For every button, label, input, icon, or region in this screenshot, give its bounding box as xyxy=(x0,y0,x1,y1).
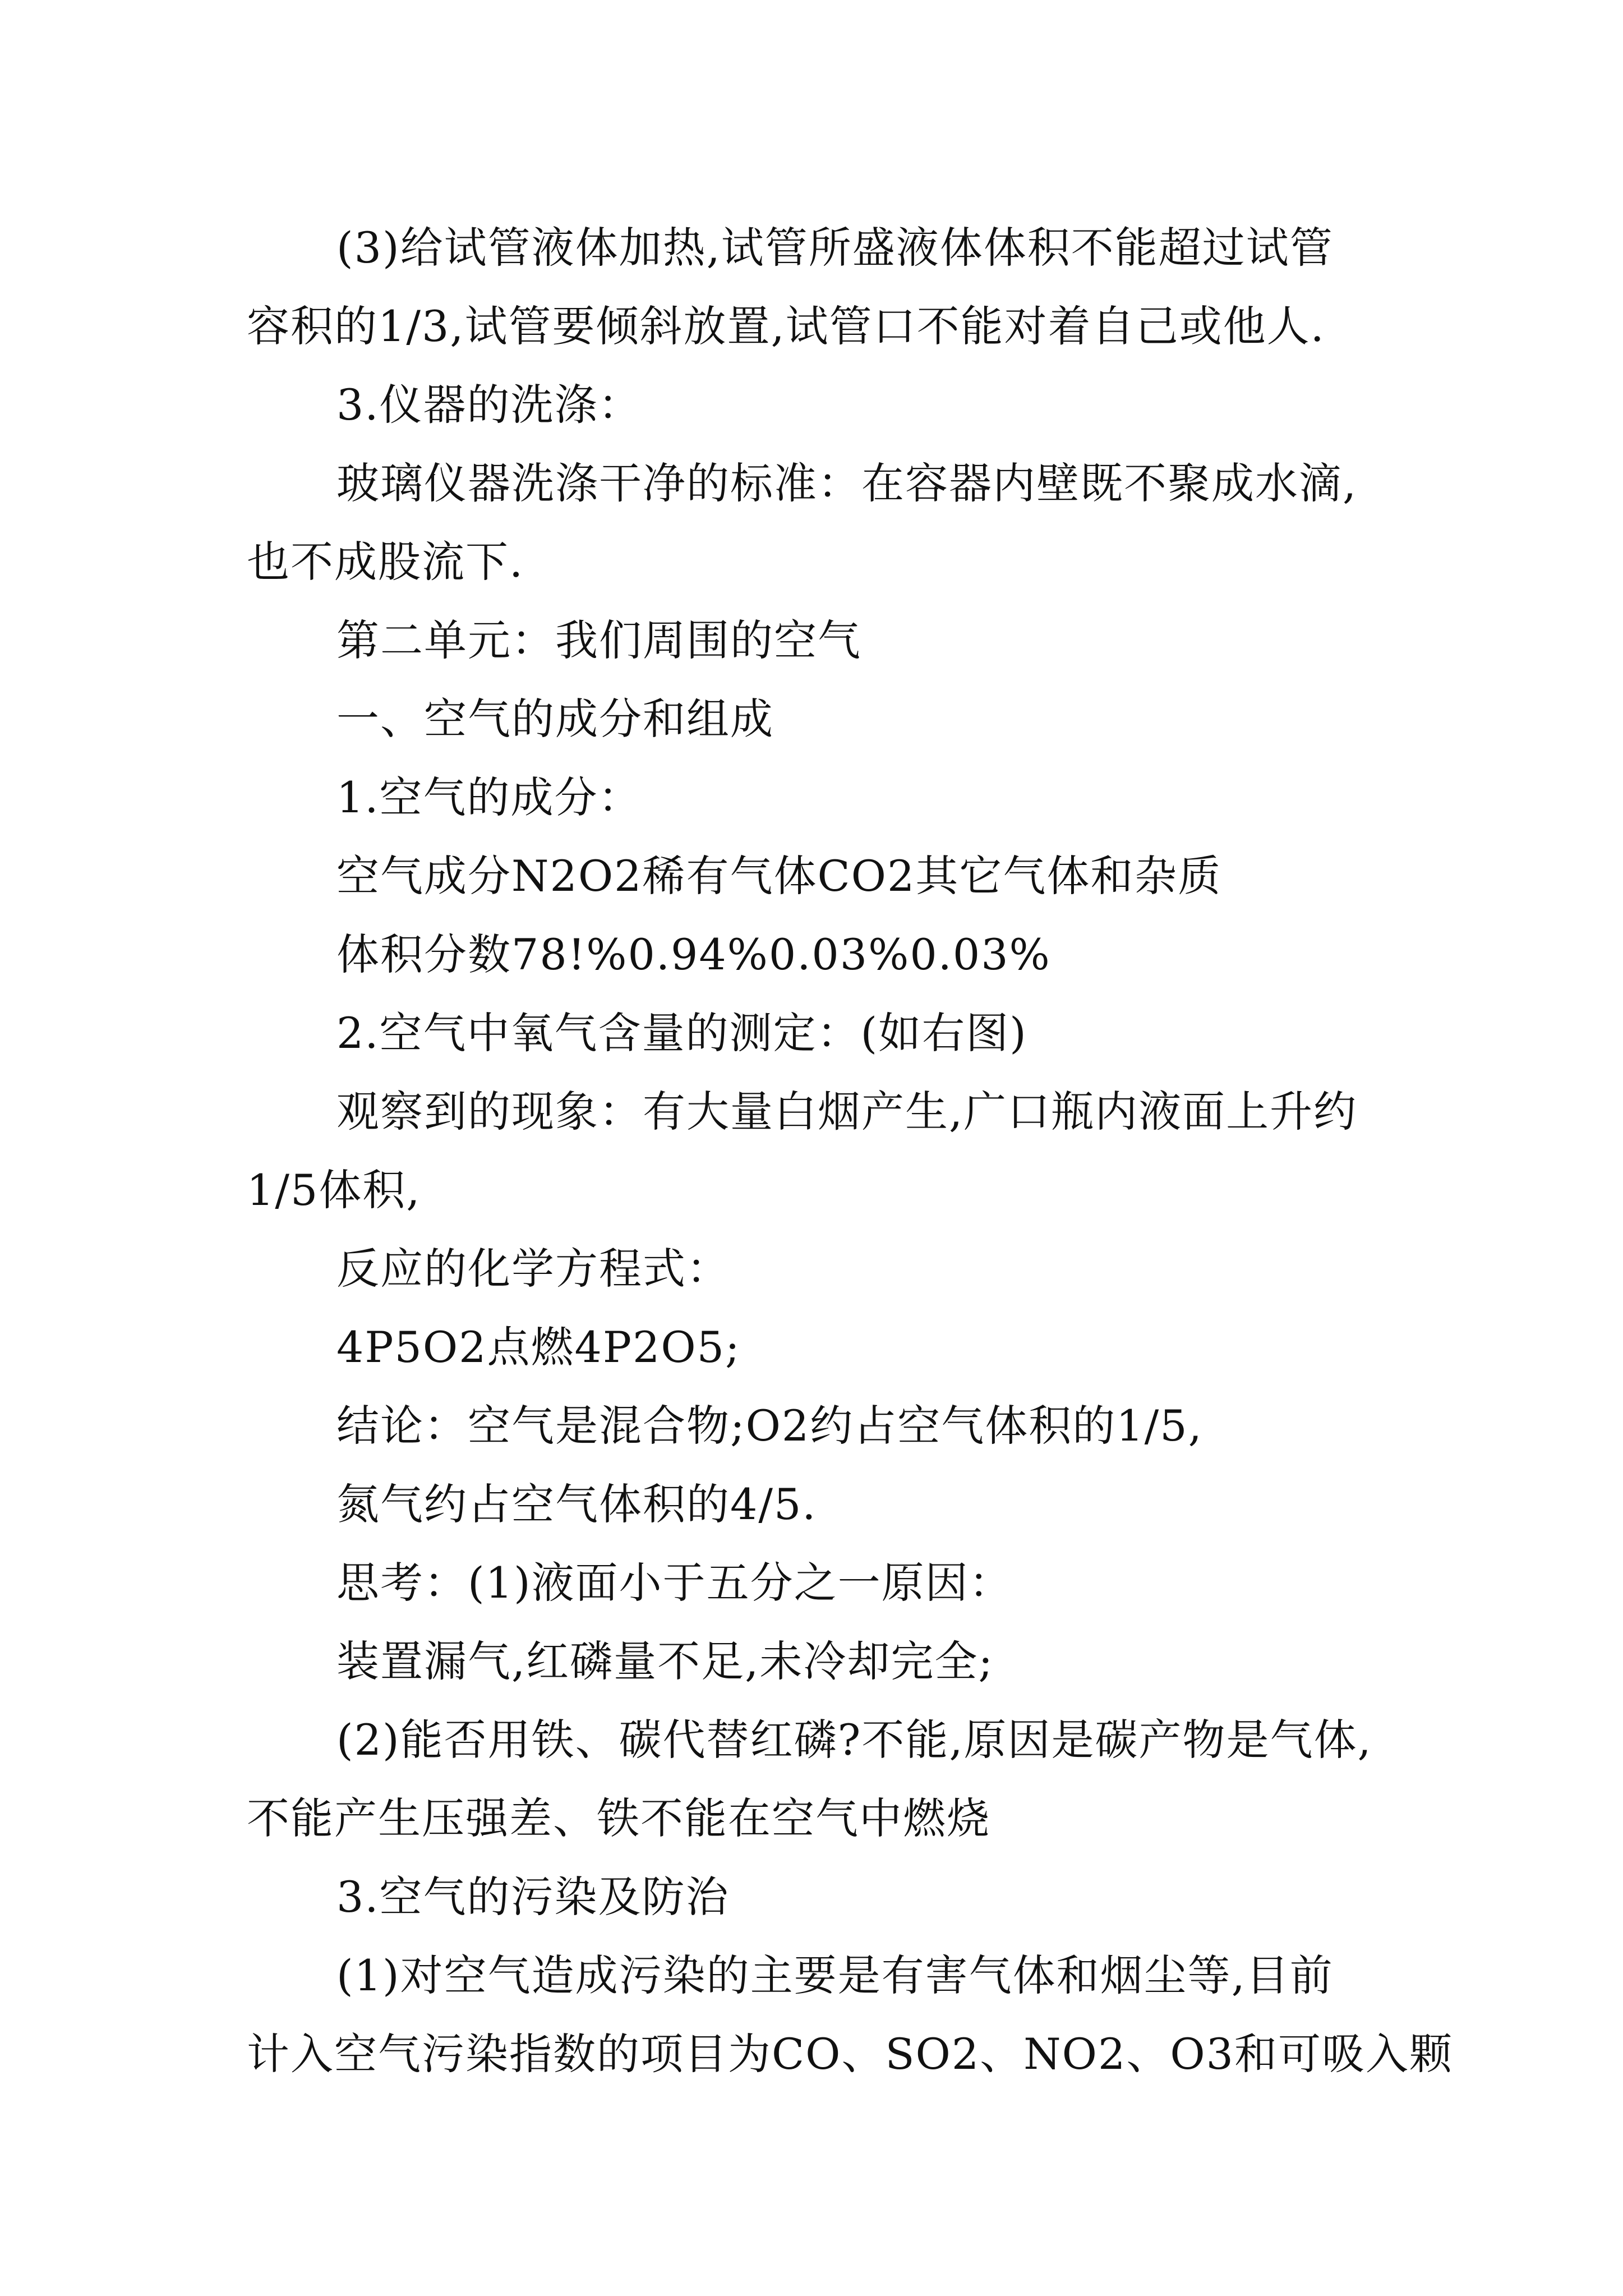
text-line: 3.仪器的洗涤： xyxy=(336,380,642,430)
text-line: 氮气约占空气体积的4/5. xyxy=(336,1479,817,1529)
text-line: (2)能否用铁、碳代替红磷?不能,原因是碳产物是气体, xyxy=(336,1715,1372,1765)
text-line: 体积分数78!%0.94%0.03%0.03% xyxy=(336,930,1051,979)
text-line: 观察到的现象：有大量白烟产生,广口瓶内液面上升约 xyxy=(336,1087,1358,1137)
text-line: 一、空气的成分和组成 xyxy=(336,694,774,744)
text-line: 空气成分N2O2稀有气体CO2其它气体和杂质 xyxy=(336,851,1222,901)
text-line: 不能产生压强差、铁不能在空气中燃烧 xyxy=(247,1793,990,1843)
text-line: 容积的1/3,试管要倾斜放置,试管口不能对着自己或他人. xyxy=(247,301,1325,351)
document-body xyxy=(247,209,1454,2093)
text-line: 1/5体积, xyxy=(247,1165,421,1215)
text-line: 4P5O2点燃4P2O5; xyxy=(336,1322,741,1372)
text-line: 2.空气中氧气含量的测定：(如右图) xyxy=(336,1008,1027,1058)
text-line: 思考：(1)液面小于五分之一原因： xyxy=(336,1558,1013,1608)
text-line: 反应的化学方程式： xyxy=(336,1244,730,1294)
text-line: (3)给试管液体加热,试管所盛液体体积不能超过试管 xyxy=(336,223,1334,273)
text-line: 第二单元：我们周围的空气 xyxy=(336,615,861,665)
text-line: 也不成股流下. xyxy=(247,537,524,587)
text-line: 1.空气的成分： xyxy=(336,772,642,822)
text-line: 结论：空气是混合物;O2约占空气体积的1/5, xyxy=(336,1401,1203,1451)
text-line: (1)对空气造成污染的主要是有害气体和烟尘等,目前 xyxy=(336,1950,1334,2000)
text-line: 计入空气污染指数的项目为CO、SO2、NO2、O3和可吸入颗 xyxy=(247,2029,1454,2079)
text-line: 装置漏气,红磷量不足,未冷却完全; xyxy=(336,1636,994,1686)
text-line: 3.空气的污染及防治 xyxy=(336,1872,730,1922)
text-line: 玻璃仪器洗涤干净的标准：在容器内壁既不聚成水滴, xyxy=(336,458,1358,508)
